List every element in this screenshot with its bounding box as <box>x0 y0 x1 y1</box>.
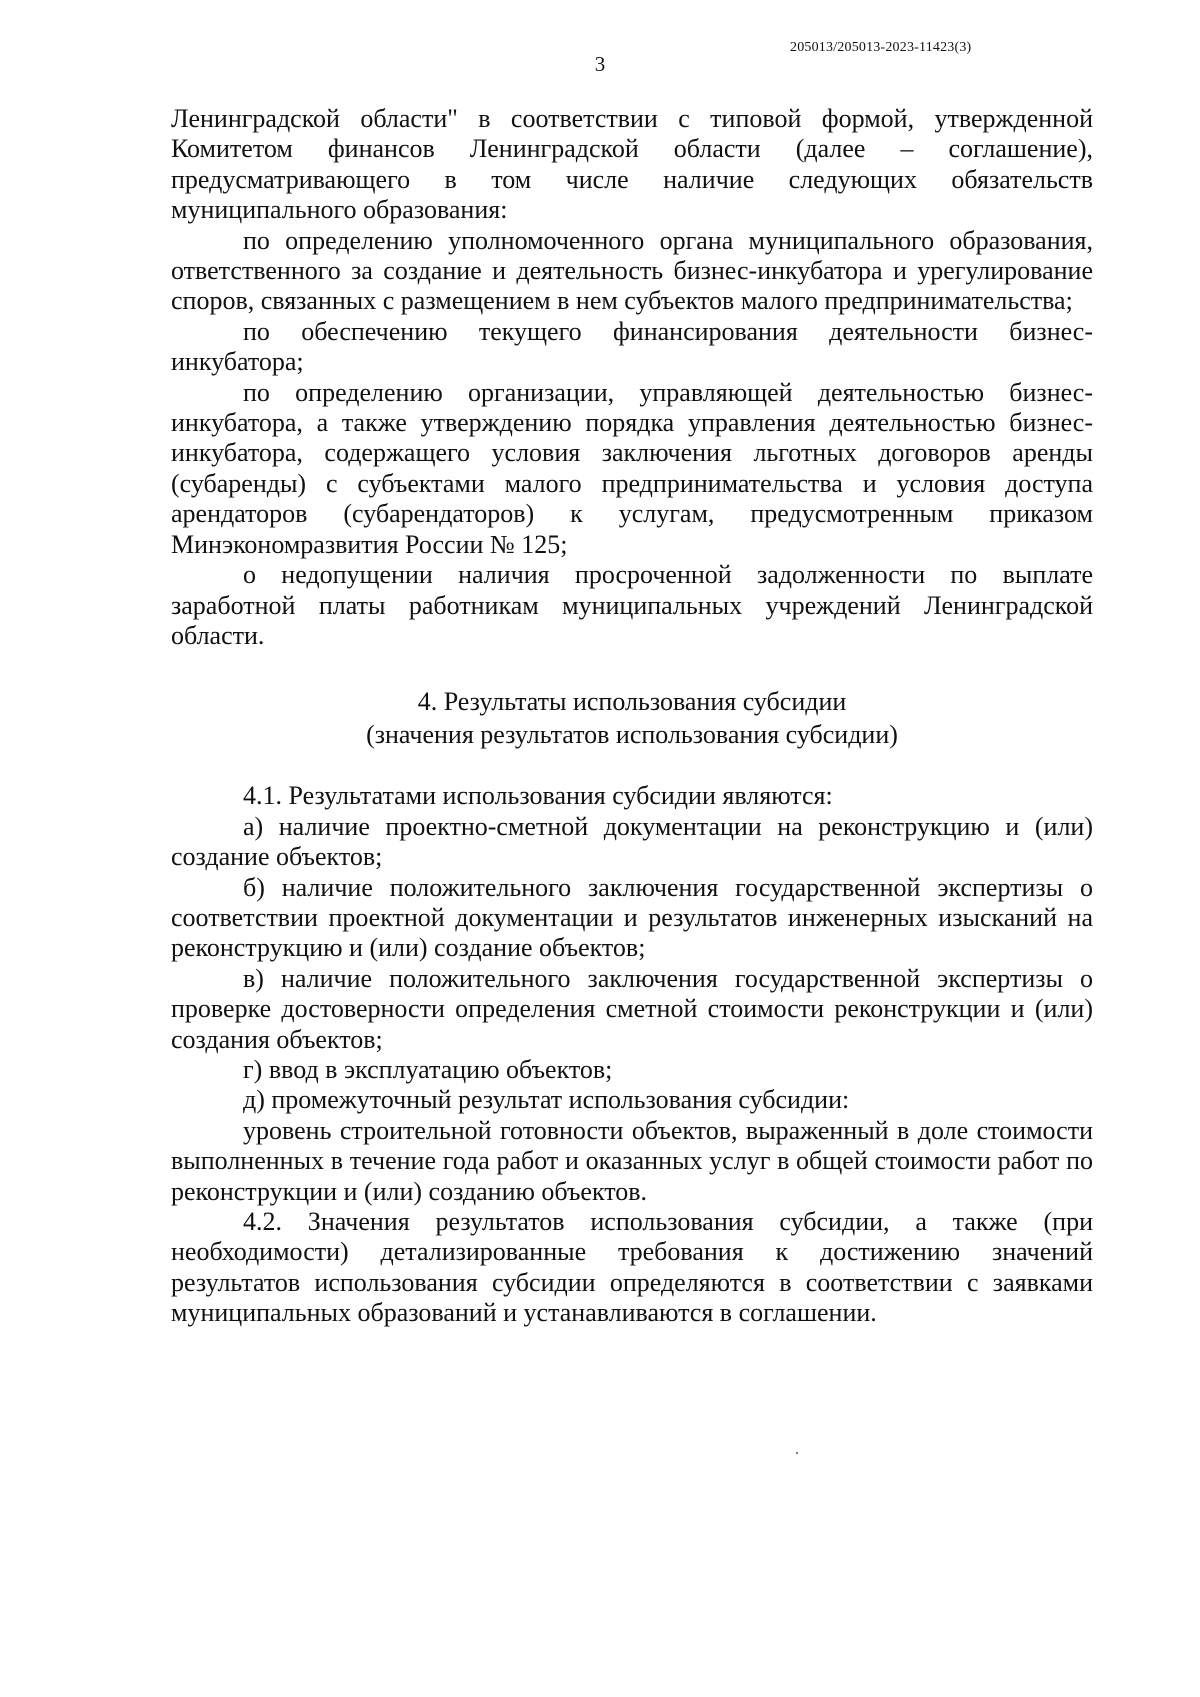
scan-speck <box>796 1452 798 1454</box>
paragraph: в) наличие положительного заключения государственной экспертизы о проверке достоверности определения сметной стоимости реконструкции и (или) создания объектов; <box>171 963 1093 1054</box>
paragraph: 4.2. Значения результатов использования субсидии, а также (при необходимости) детализированные требования к достижению значений результатов использования субсидии определяются в соответствии с заявками муниципальных образований и устанавливаются в соглашении. <box>171 1207 1093 1328</box>
page-number: 3 <box>594 52 606 76</box>
paragraph: по определению организации, управляющей деятельностью бизнес-инкубатора, а также утверждению порядка управления деятельностью бизнес-инкубатора, содержащего условия заключения льготных договоров аренды (субаренды) с субъектами малого предпринимательства и условия доступа арендаторов (субарендаторов) к услугам, предусмотренным приказом Минэкономразвития России № 125; <box>171 377 1093 559</box>
paragraph: д) промежуточный результат использования субсидии: <box>243 1085 850 1115</box>
paragraph: о недопущении наличия просроченной задолженности по выплате заработной платы работникам муниципальных учреждений Ленинградской области. <box>171 560 1093 650</box>
document-body <box>171 104 1093 1329</box>
paragraph: а) наличие проектно-сметной документации на реконструкцию и (или) создание объектов; <box>171 811 1093 872</box>
paragraph: г) ввод в эксплуатацию объектов; <box>243 1054 613 1084</box>
paragraph: Ленинградской области" в соответствии с типовой формой, утвержденной Комитетом финансов Ленинградской области (далее – соглашение), предусматривающего в том числе наличие следующих обязательств муниципального образования: <box>171 104 1093 225</box>
section-subtitle: (значения результатов использования субсидии) <box>366 720 898 750</box>
paragraph: по обеспечению текущего финансирования деятельности бизнес-инкубатора; <box>171 316 1093 377</box>
paragraph: уровень строительной готовности объектов, выраженный в доле стоимости выполненных в течение года работ и оказанных услуг в общей стоимости работ по реконструкции и (или) созданию объектов. <box>171 1115 1093 1206</box>
section-heading <box>171 685 1093 751</box>
paragraph: по определению уполномоченного органа муниципального образования, ответственного за создание и деятельность бизнес-инкубатора и урегулирование споров, связанных с размещением в нем субъектов малого предпринимательства; <box>171 225 1093 316</box>
paragraph: 4.1. Результатами использования субсидии являются: <box>243 781 833 811</box>
section-title: 4. Результаты использования субсидии <box>417 687 847 717</box>
paragraph: б) наличие положительного заключения государственной экспертизы о соответствии проектной документации и результатов инженерных изысканий на реконструкцию и (или) создание объектов; <box>171 872 1093 963</box>
document-id: 205013/205013-2023-11423(3) <box>790 40 972 55</box>
